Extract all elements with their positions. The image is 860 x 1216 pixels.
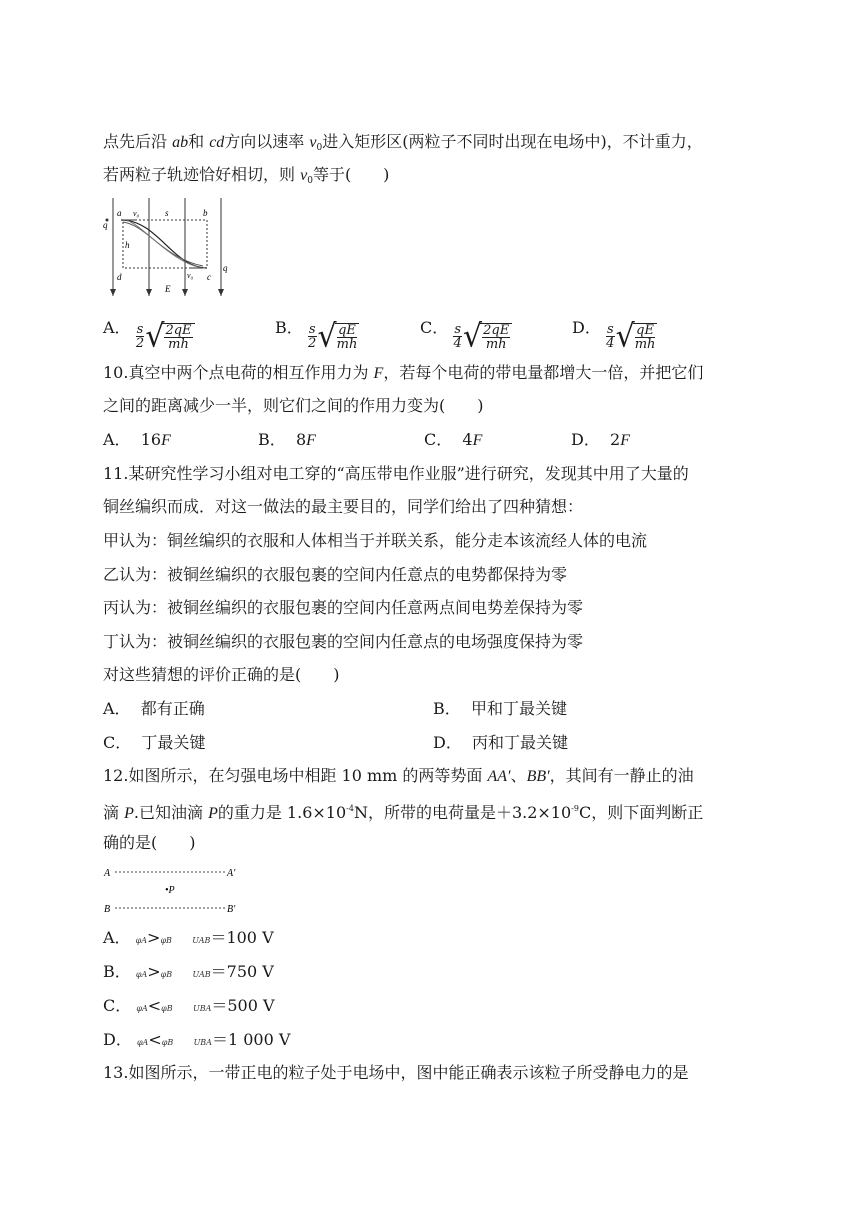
q11-line-5: 丙认为：被铜丝编织的衣服包裹的空间内任意两点间电势差保持为零 bbox=[103, 598, 584, 617]
label-v0-top: v₀ bbox=[133, 209, 140, 218]
label-A-prime: A′ bbox=[227, 868, 236, 879]
label-a: a bbox=[117, 208, 122, 218]
q10-option-b[interactable]: B． 8F bbox=[258, 430, 316, 449]
q12-option-a[interactable]: A． φA>φB UAB＝100 V bbox=[103, 928, 274, 947]
q9-field-figure bbox=[103, 196, 233, 300]
label-h: h bbox=[125, 240, 130, 250]
q9-option-c[interactable]: C． $\frac{s}{4}$ √ $\frac{2qE}{mh}$ bbox=[420, 318, 512, 352]
label-d: d bbox=[117, 272, 122, 282]
q11-line-4: 乙认为：被铜丝编织的衣服包裹的空间内任意点的电势都保持为零 bbox=[103, 565, 568, 584]
q10-option-a[interactable]: A． 16F bbox=[103, 430, 171, 449]
q11-option-b[interactable]: B． 甲和丁最关键 bbox=[433, 699, 567, 718]
label-b: b bbox=[203, 208, 208, 218]
q10-option-c[interactable]: C． 4F bbox=[424, 430, 483, 449]
q10-option-d[interactable]: D． 2F bbox=[571, 430, 630, 449]
label-q-right: q bbox=[223, 263, 228, 273]
q11-line-2: 铜丝编织而成．对这一做法的最主要目的，同学们给出了四种猜想： bbox=[103, 497, 584, 516]
q11-option-c[interactable]: C． 丁最关键 bbox=[103, 733, 206, 752]
label-s: s bbox=[165, 208, 169, 218]
label-c: c bbox=[207, 272, 211, 282]
q11-line-7: 对这些猜想的评价正确的是( ) bbox=[103, 665, 340, 684]
q12-option-d[interactable]: D． φA<φB UBA＝1 000 V bbox=[103, 1030, 291, 1049]
q11-option-a[interactable]: A． 都有正确 bbox=[103, 699, 205, 718]
q12-line-2: 滴 P.已知油滴 P的重力是 $1.6\times 10^{-4}N$，所带的电荷量是$+3.2\times 10^{-9}C$，则下面判断正 bbox=[103, 803, 704, 822]
q9-option-b[interactable]: B． $\frac{s}{2}$ √ $\frac{qE}{mh}$ bbox=[275, 317, 358, 355]
q12-equipotential-figure bbox=[103, 864, 243, 916]
label-q-left: q bbox=[103, 220, 108, 230]
q11-line-1: 11.某研究性学习小组对电工穿的“高压带电作业服”进行研究，发现其中用了大量的 bbox=[103, 464, 689, 483]
q11-option-d[interactable]: D． 丙和丁最关键 bbox=[433, 733, 569, 752]
label-B-prime: B′ bbox=[227, 904, 236, 915]
q10-line-1: 10.真空中两个点电荷的相互作用力为 F，若每个电荷的带电量都增大一倍，并把它们 bbox=[103, 363, 704, 382]
q12-line-1: 12.如图所示，在匀强电场中相距 10 mm 的两等势面 AA′、BB′，其间有一静止的油 bbox=[103, 766, 694, 785]
q12-option-b[interactable]: B． φA>φB UAB＝750 V bbox=[103, 962, 274, 981]
q11-line-3: 甲认为：铜丝编织的衣服和人体相当于并联关系，能分走本该流经人体的电流 bbox=[103, 531, 648, 550]
q12-option-c[interactable]: C． φA<φB UBA＝500 V bbox=[103, 996, 275, 1015]
q9-line-2: 若两粒子轨迹恰好相切，则 $v_0$等于( ) bbox=[103, 165, 390, 186]
q11-line-6: 丁认为：被铜丝编织的衣服包裹的空间内任意点的电场强度保持为零 bbox=[103, 632, 584, 651]
label-B: B bbox=[104, 904, 111, 915]
q13-line-1: 13.如图所示，一带正电的粒子处于电场中，图中能正确表示该粒子所受静电力的是 bbox=[103, 1063, 689, 1082]
q12-line-3: 确的是( ) bbox=[103, 833, 196, 852]
q10-line-2: 之间的距离减少一半，则它们之间的作用力变为( ) bbox=[103, 396, 484, 415]
label-E: E bbox=[165, 284, 171, 294]
q9-option-a[interactable]: A． $\frac{s}{2}$ √ $\frac{2qE}{mh}$ bbox=[103, 318, 195, 352]
q9-line-1: 点先后沿 ab和 cd方向以速率 $v_0$进入矩形区(两粒子不同时出现在电场中)，不计重力， bbox=[103, 132, 703, 153]
label-A: A bbox=[104, 868, 111, 879]
label-P: •P bbox=[165, 885, 175, 896]
q9-option-d[interactable]: D． $\frac{s}{4}$ √ $\frac{qE}{mh}$ bbox=[572, 317, 656, 355]
label-v0-bottom: v₀ bbox=[187, 271, 194, 280]
